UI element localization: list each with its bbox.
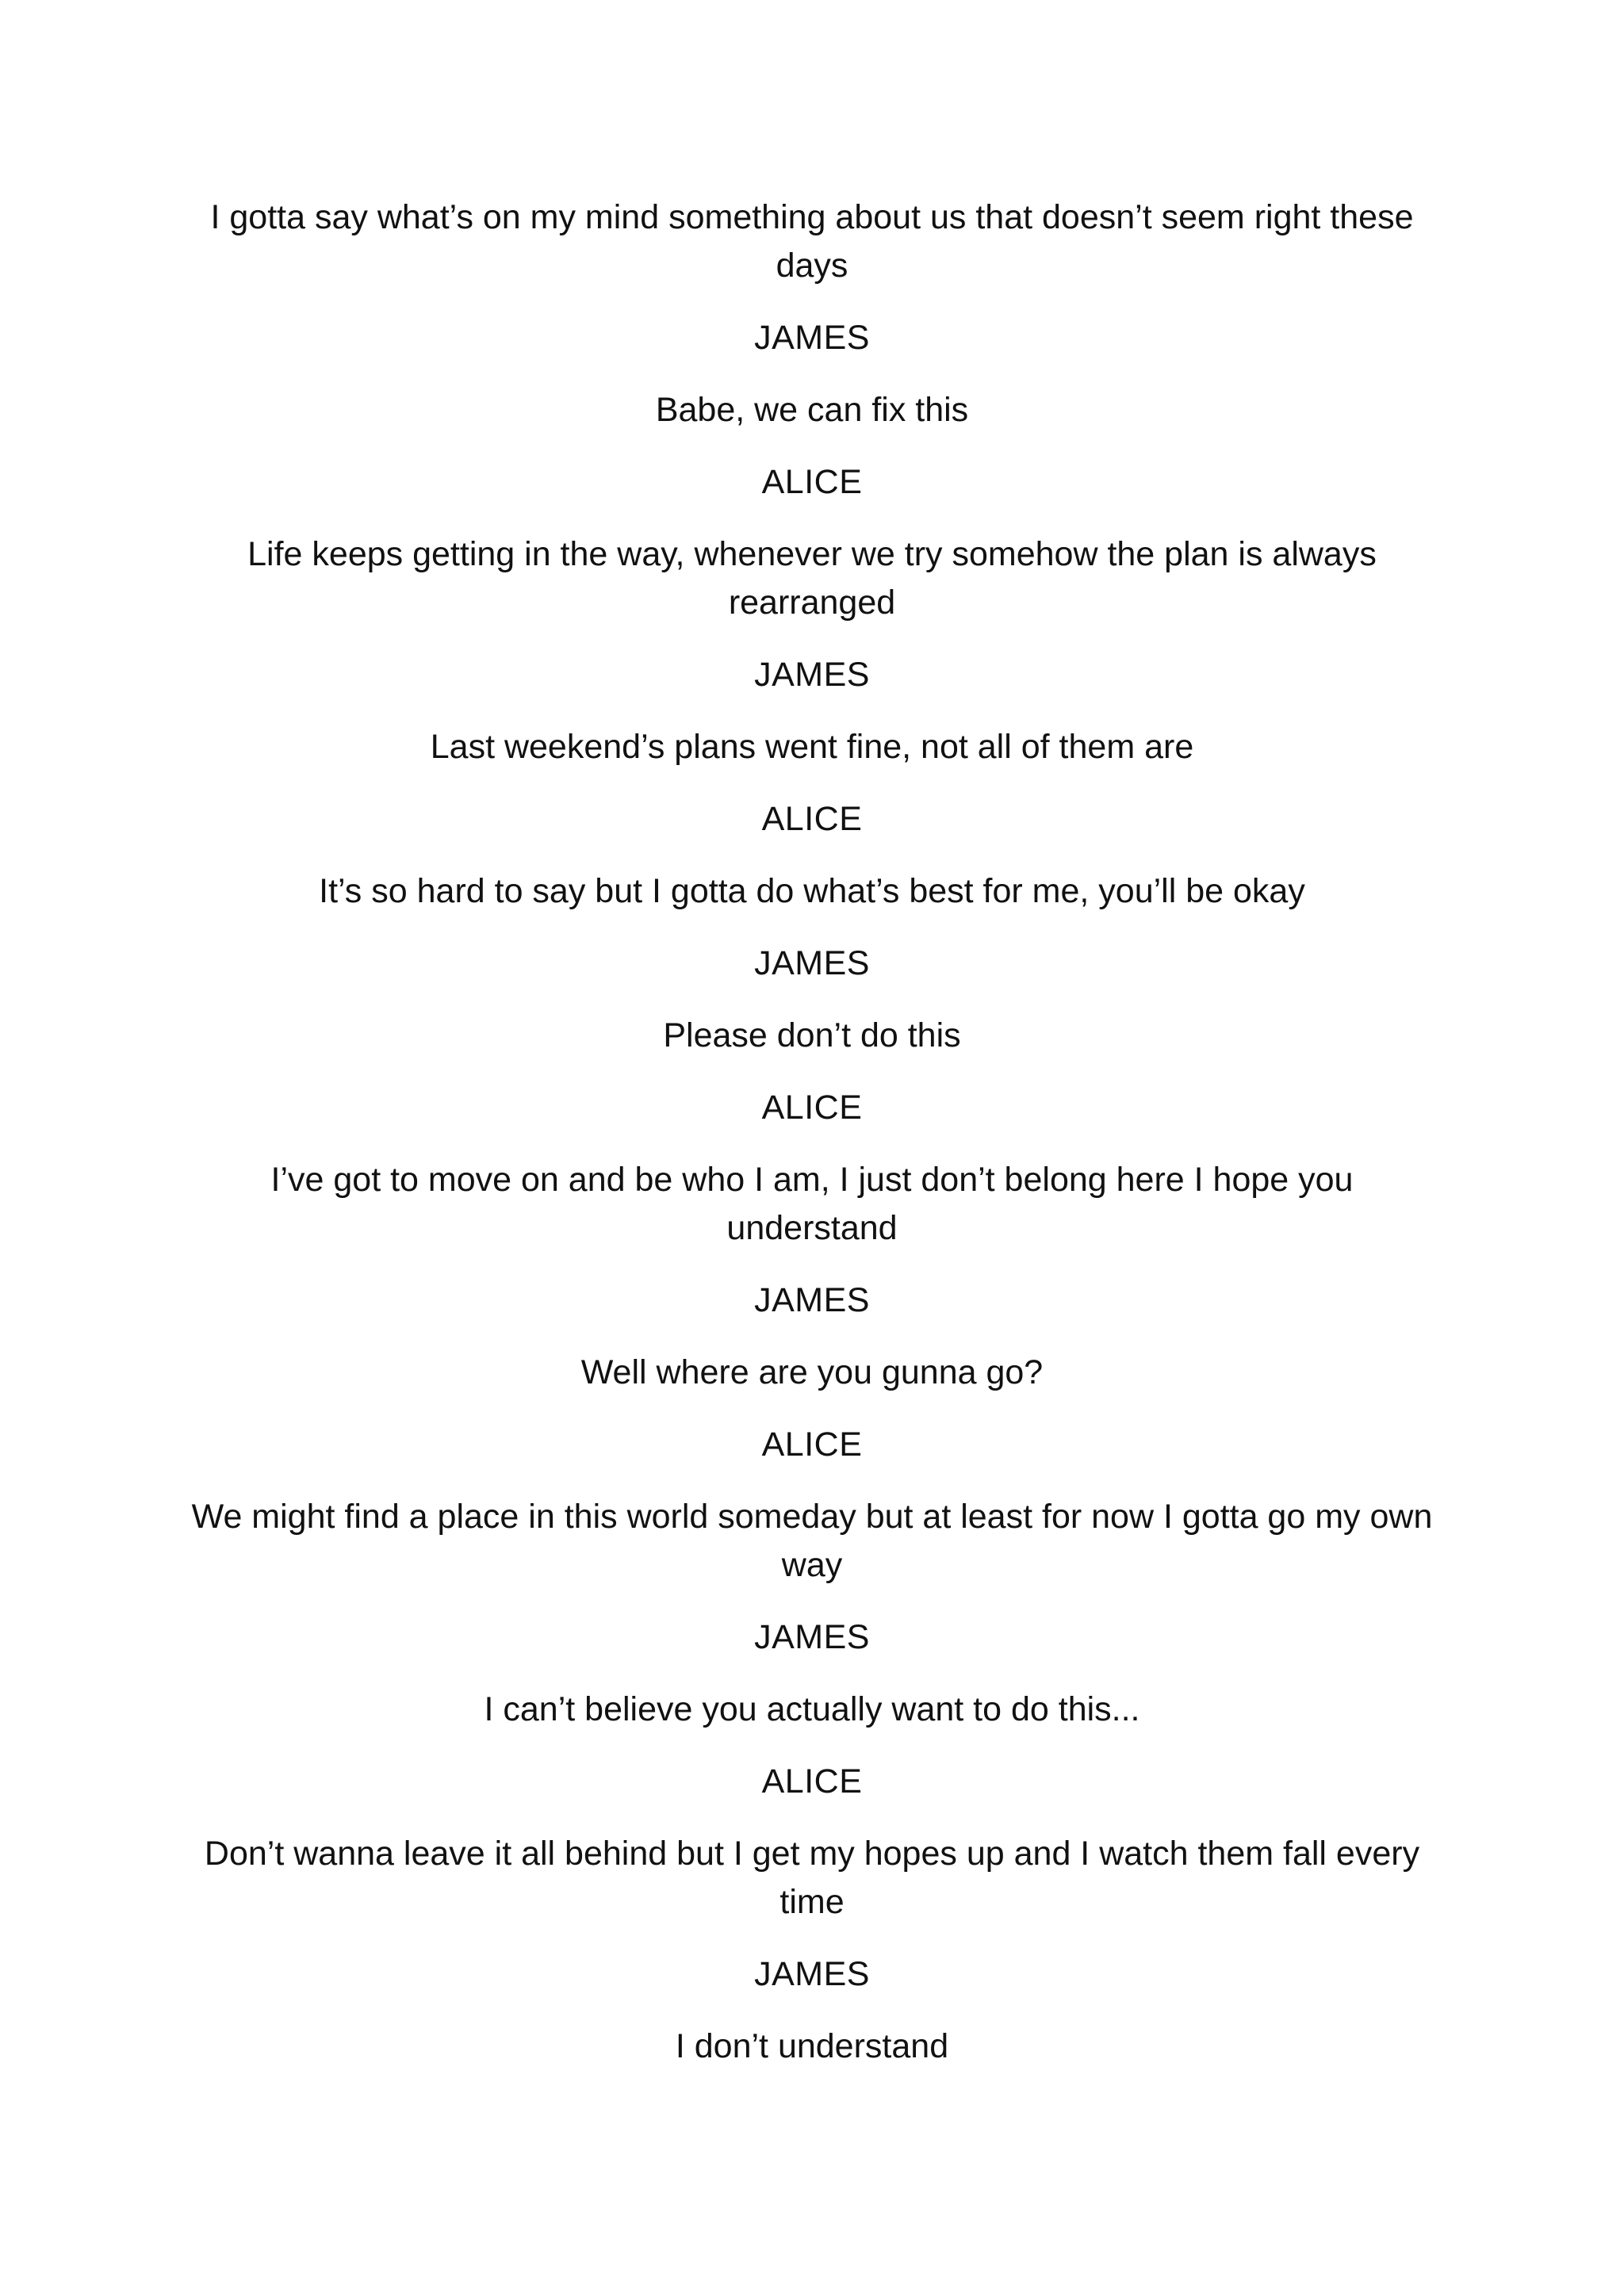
dialogue-line: I can’t believe you actually want to do this... [484, 1690, 1140, 1728]
speaker-name: JAMES [754, 1618, 870, 1656]
script-body [181, 193, 1443, 2095]
speaker-name: ALICE [761, 1762, 863, 1800]
speaker-name: JAMES [754, 944, 870, 982]
dialogue-line: Don’t wanna leave it all behind but I get my hopes up and I watch them fall every time [204, 1835, 1420, 1921]
dialogue-line: I’ve got to move on and be who I am, I just don’t belong here I hope you understand [270, 1161, 1354, 1247]
dialogue-line: Life keeps getting in the way, whenever we try somehow the plan is always rearranged [247, 535, 1377, 622]
dialogue-line: I don’t understand [675, 2027, 949, 2065]
speaker-name: ALICE [761, 463, 863, 501]
dialogue-line: Last weekend’s plans went fine, not all of them are [430, 728, 1194, 766]
dialogue-line: I gotta say what’s on my mind something about us that doesn’t seem right these days [210, 198, 1414, 285]
dialogue-line: It’s so hard to say but I gotta do what’s best for me, you’ll be okay [319, 872, 1305, 910]
dialogue-line: Babe, we can fix this [655, 391, 969, 429]
dialogue-line: Please don’t do this [663, 1016, 961, 1054]
dialogue-line: Well where are you gunna go? [580, 1353, 1044, 1391]
speaker-name: JAMES [754, 1955, 870, 1993]
speaker-name: JAMES [754, 1281, 870, 1319]
speaker-name: ALICE [761, 800, 863, 838]
speaker-name: JAMES [754, 656, 870, 694]
dialogue-line: We might find a place in this world someday but at least for now I gotta go my own way [191, 1498, 1433, 1584]
speaker-name: ALICE [761, 1089, 863, 1127]
speaker-name: JAMES [754, 319, 870, 357]
speaker-name: ALICE [761, 1425, 863, 1464]
